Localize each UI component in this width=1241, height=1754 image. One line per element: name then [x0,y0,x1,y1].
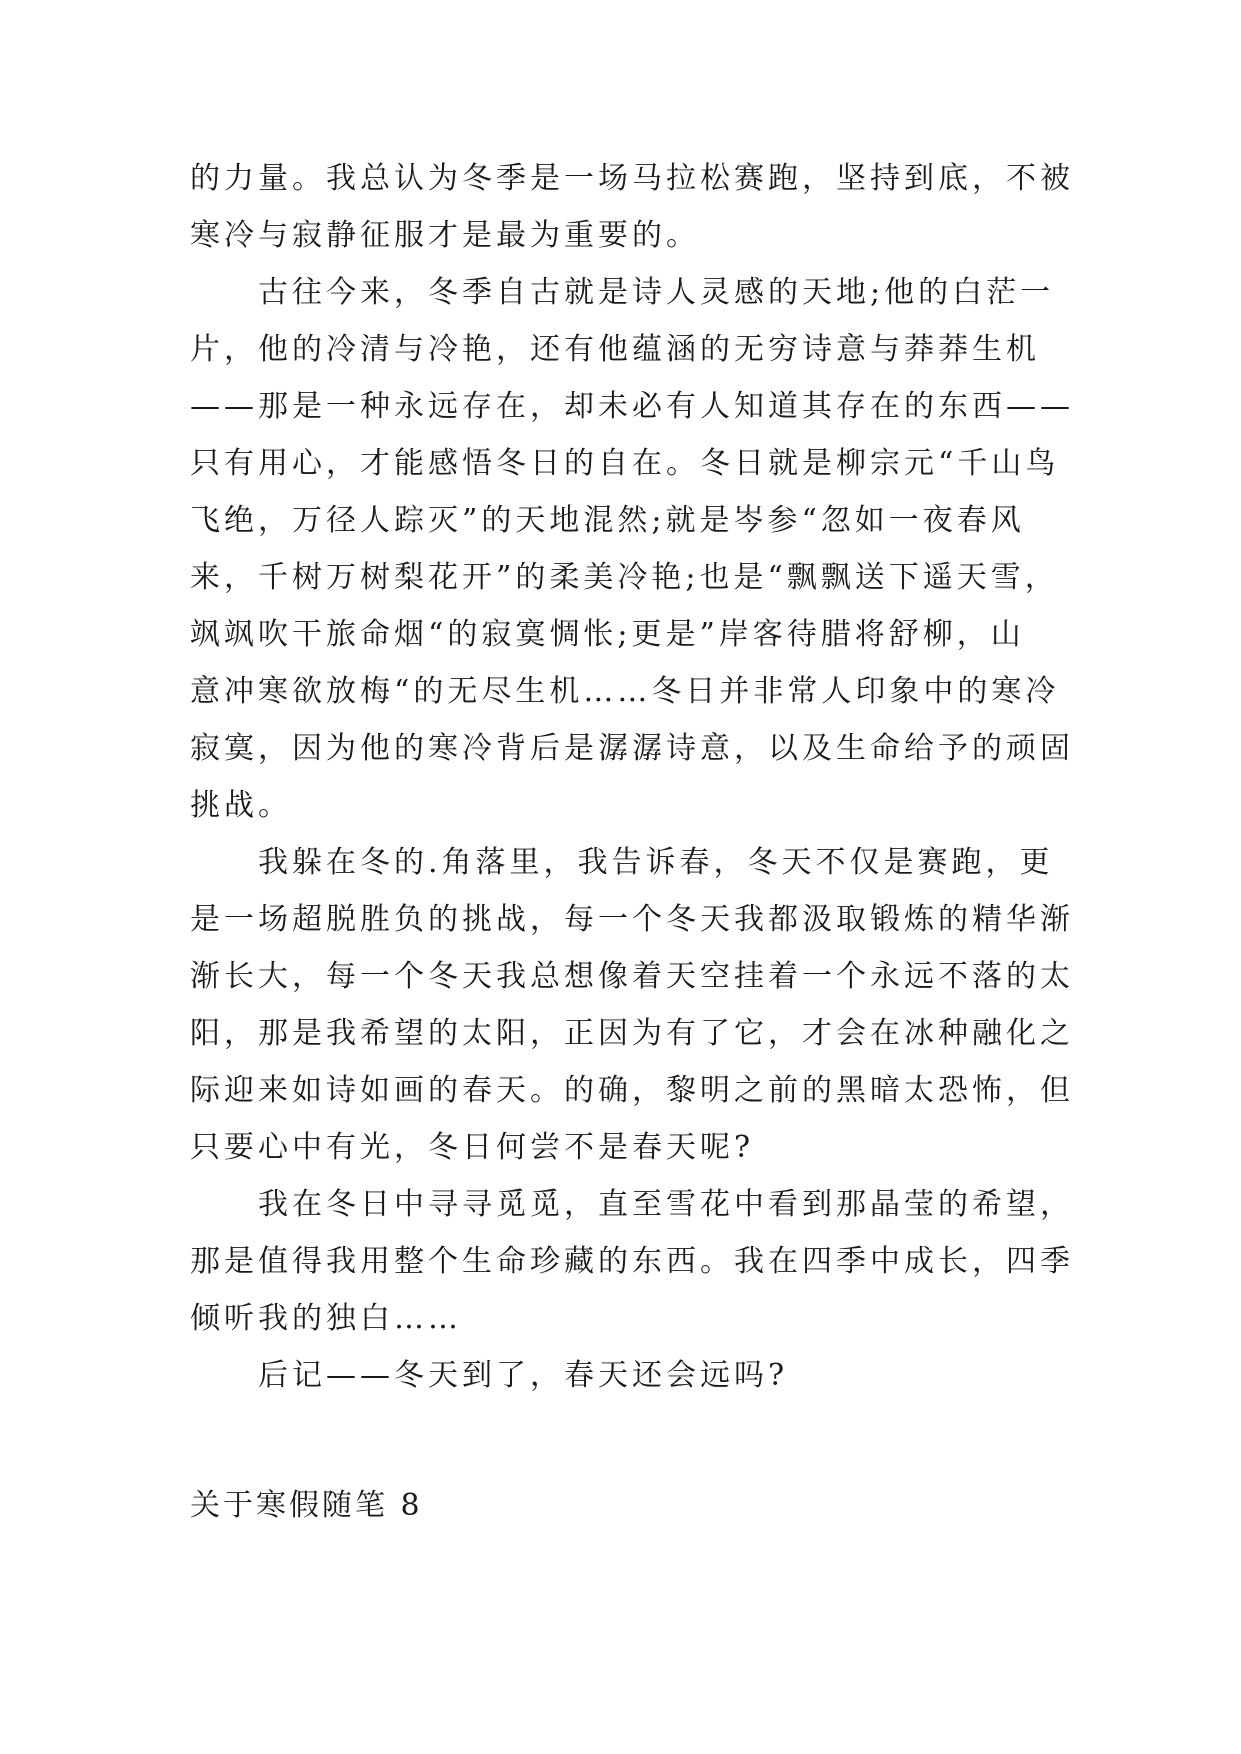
text-line: 倾听我的独白…… [190,1301,462,1336]
text-line: 寂寞，因为他的寒冷背后是潺潺诗意，以及生命给予的顽固 [190,731,1074,766]
text-line: ——那是一种永远存在，却未必有人知道其存在的东西—— [190,389,1074,424]
text-line: 片，他的冷清与冷艳，还有他蕴涵的无穷诗意与莽莽生机 [190,332,1040,367]
text-line: 古往今来，冬季自古就是诗人灵感的天地;他的白茫一 [258,275,1055,310]
text-line: 后记——冬天到了，春天还会远吗? [258,1358,789,1393]
text-line: 的力量。我总认为冬季是一场马拉松赛跑，坚持到底，不被 [190,161,1074,196]
text-line: 意冲寒欲放梅“的无尽生机……冬日并非常人印象中的寒冷 [190,674,1060,709]
paragraph-1 [190,150,1074,264]
text-line: 挑战。 [190,788,292,823]
text-line: 飒飒吹干旅命烟“的寂寞惆怅;更是”岸客待腊将舒柳，山 [190,617,1025,652]
text-line: 那是值得我用整个生命珍藏的东西。我在四季中成长，四季 [190,1244,1074,1279]
paragraph-3 [190,834,1074,1176]
paragraph-2 [190,264,1074,834]
text-line: 际迎来如诗如画的春天。的确，黎明之前的黑暗太恐怖，但 [190,1073,1074,1108]
text-line: 阳，那是我希望的太阳，正因为有了它，才会在冰种融化之 [190,1016,1074,1051]
text-line: 是一场超脱胜负的挑战，每一个冬天我都汲取锻炼的精华渐 [190,902,1074,937]
text-line: 渐长大，每一个冬天我总想像着天空挂着一个永远不落的太 [190,959,1074,994]
section-heading: 关于寒假随笔 8 [190,1488,423,1523]
text-line: 寒冷与寂静征服才是最为重要的。 [190,218,700,253]
text-line: 只要心中有光，冬日何尝不是春天呢? [190,1130,755,1165]
paragraph-5 [190,1347,1070,1404]
body-text [190,150,1074,1404]
text-line: 飞绝，万径人踪灭”的天地混然;就是岑参“忽如一夜春风 [190,503,1025,538]
text-line: 我躲在冬的.角落里，我告诉春，冬天不仅是赛跑，更 [258,845,1054,880]
paragraph-4 [190,1176,1074,1347]
text-line: 我在冬日中寻寻觅觅，直至雪花中看到那晶莹的希望， [258,1187,1074,1222]
text-line: 只有用心，才能感悟冬日的自在。冬日就是柳宗元“千山鸟 [190,446,1060,481]
text-line: 来，千树万树梨花开”的柔美冷艳;也是“飘飘送下遥天雪， [190,560,1059,595]
